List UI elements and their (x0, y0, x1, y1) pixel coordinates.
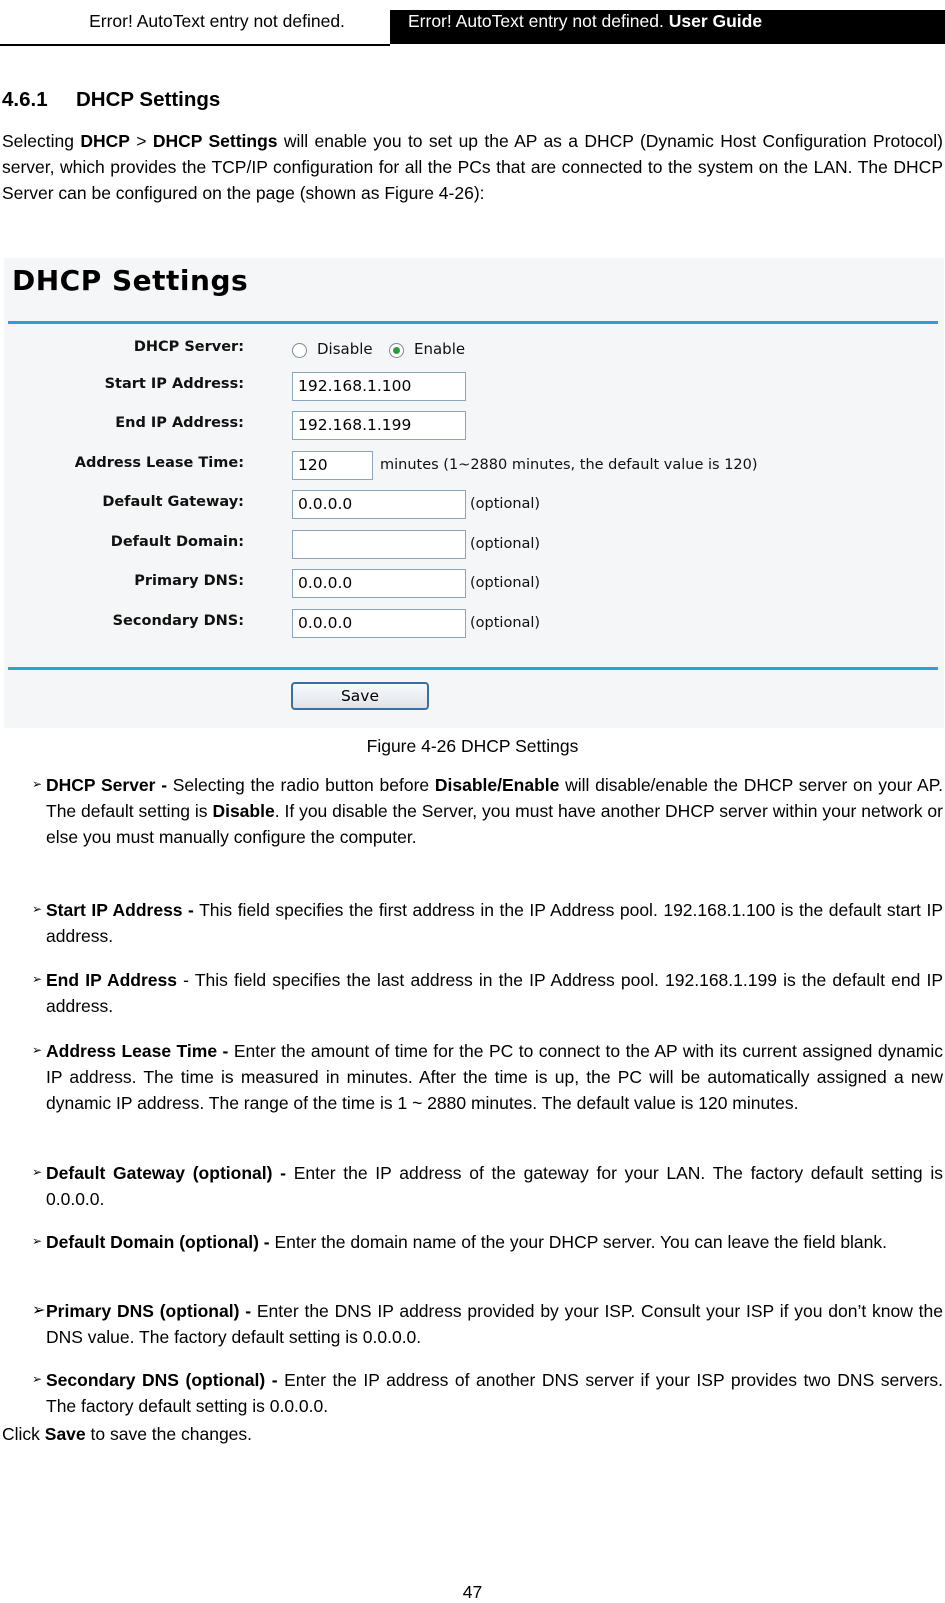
intro-bold-dhcp: DHCP (80, 131, 130, 151)
intro-bold-dhcp-settings: DHCP Settings (152, 131, 278, 151)
section-title: DHCP Settings (76, 88, 221, 111)
section-heading (2, 88, 220, 112)
bullet-primary-dns (2, 1298, 943, 1350)
bullet-start-ip (2, 897, 943, 949)
bullet-marker: ➢ (32, 777, 43, 791)
intro-paragraph (2, 128, 943, 206)
secondary-dns-optional-hint: (optional) (470, 615, 541, 631)
bullet-term: Disable/Enable (434, 775, 560, 795)
closing-bold-save: Save (44, 1424, 86, 1444)
figure-top-divider (8, 321, 938, 324)
start-ip-label: Start IP Address: (104, 376, 244, 392)
lease-time-input[interactable]: 120 (292, 451, 373, 480)
secondary-dns-input[interactable]: 0.0.0.0 (292, 609, 466, 638)
start-ip-input[interactable]: 192.168.1.100 (292, 372, 466, 401)
radio-disable-label: Disable (317, 340, 373, 358)
bullet-text: This field specifies the first address in the IP Address pool. 192.168.1.100 is the default start IP address. (46, 900, 943, 946)
bullet-text: Enter the IP address of another DNS server if your ISP provides two DNS servers. The factory default setting is 0.0.0.0. (46, 1370, 944, 1416)
header-right (390, 10, 945, 44)
radio-enable[interactable] (389, 343, 404, 358)
bullet-text: Enter the DNS IP address provided by your ISP. Consult your ISP if you don’t know the DNS value. The factory default setting is 0.0.0.0. (46, 1301, 943, 1347)
primary-dns-optional-hint: (optional) (470, 575, 541, 591)
bullet-text: . If you disable the Server, you must have another DHCP server within your network or else you must manually configure the computer. (46, 801, 943, 847)
bullet-default-domain (2, 1229, 943, 1255)
bullet-marker: ➢ (32, 902, 43, 916)
bullet-default-gateway (2, 1160, 943, 1212)
bullet-secondary-dns (2, 1367, 943, 1419)
page-number: 47 (462, 1582, 483, 1602)
lease-time-label: Address Lease Time: (74, 455, 244, 471)
header-left-text: Error! AutoText entry not defined. (89, 11, 345, 31)
end-ip-input[interactable]: 192.168.1.199 (292, 411, 466, 440)
bullet-marker: ➢ (32, 972, 43, 986)
bullet-term: Primary DNS (optional) - (46, 1301, 252, 1321)
dhcp-server-label: DHCP Server: (133, 339, 244, 355)
bullet-marker: ➢ (32, 1234, 43, 1248)
bullet-term: Default Domain (optional) - (46, 1232, 270, 1252)
end-ip-label: End IP Address: (115, 415, 244, 431)
intro-text-3: will enable you to set up the AP as a DHCP (Dynamic Host Configuration Protocol) server, which provides the TCP/IP configuration for all the PCs that are connected to the system on the LAN. The DHCP Server can be configured on the page (shown as Figure 4-26): (2, 131, 943, 203)
bullet-text: Enter the IP address of the gateway for your LAN. The factory default setting is 0.0.0.0. (46, 1163, 943, 1209)
bullet-text: Selecting the radio button before (167, 775, 435, 795)
default-gateway-label: Default Gateway: (102, 494, 244, 510)
intro-text-2: > (129, 131, 153, 151)
header-left (0, 10, 390, 46)
default-domain-input[interactable] (292, 530, 466, 559)
figure-caption: Figure 4-26 DHCP Settings (366, 736, 579, 756)
section-number: 4.6.1 (2, 88, 48, 111)
bullet-text: Enter the amount of time for the PC to connect to the AP with its current assigned dynamic IP address. The time is measured in minutes. After the time is up, the PC will be automatically assigned a new dynamic IP address. The range of the time is 1 ~ 2880 minutes. The default value is 120 minutes. (46, 1041, 943, 1113)
bullet-term: Start IP Address - (46, 900, 194, 920)
dhcp-settings-figure (4, 258, 944, 728)
bullet-marker: ➢ (32, 1043, 43, 1057)
domain-optional-hint: (optional) (470, 536, 541, 552)
bullet-marker: ➢ (32, 1302, 46, 1319)
secondary-dns-label: Secondary DNS: (112, 613, 244, 629)
bullet-text: Enter the domain name of the your DHCP server. You can leave the field blank. (269, 1232, 888, 1252)
bullet-marker: ➢ (32, 1372, 43, 1386)
bullet-text: will disable/enable the DHCP server on your AP. The default setting is (46, 775, 943, 821)
default-domain-label: Default Domain: (110, 534, 244, 550)
bullet-term: Address Lease Time - (46, 1041, 229, 1061)
default-gateway-input[interactable]: 0.0.0.0 (292, 490, 466, 519)
bullet-end-ip (2, 967, 943, 1019)
primary-dns-label: Primary DNS: (134, 573, 244, 589)
bullet-lease-time (2, 1038, 943, 1116)
header-right-prefix: Error! AutoText entry not defined. (408, 11, 664, 31)
radio-enable-label: Enable (414, 340, 466, 358)
lease-time-hint: minutes (1~2880 minutes, the default value is 120) (380, 457, 758, 473)
header-user-guide: User Guide (668, 11, 763, 31)
gateway-optional-hint: (optional) (470, 496, 541, 512)
closing-text-2: to save the changes. (85, 1424, 253, 1444)
closing-paragraph (2, 1421, 943, 1447)
bullet-term: Disable (212, 801, 275, 821)
bullet-term: Default Gateway (optional) - (46, 1163, 286, 1183)
bullet-term: DHCP Server - (46, 775, 168, 795)
bullet-marker: ➢ (32, 1165, 43, 1179)
bullet-text: - This field specifies the last address in the IP Address pool. 192.168.1.199 is the default end IP address. (46, 970, 943, 1016)
figure-title: DHCP Settings (12, 264, 249, 297)
save-button[interactable]: Save (291, 682, 429, 710)
intro-text-1: Selecting (2, 131, 81, 151)
primary-dns-input[interactable]: 0.0.0.0 (292, 569, 466, 598)
bullet-term: Secondary DNS (optional) - (46, 1370, 278, 1390)
figure-bottom-divider (8, 667, 938, 670)
bullet-dhcp-server (2, 772, 943, 850)
bullet-term: End IP Address (46, 970, 177, 990)
closing-text-1: Click (2, 1424, 45, 1444)
radio-disable[interactable] (292, 343, 307, 358)
